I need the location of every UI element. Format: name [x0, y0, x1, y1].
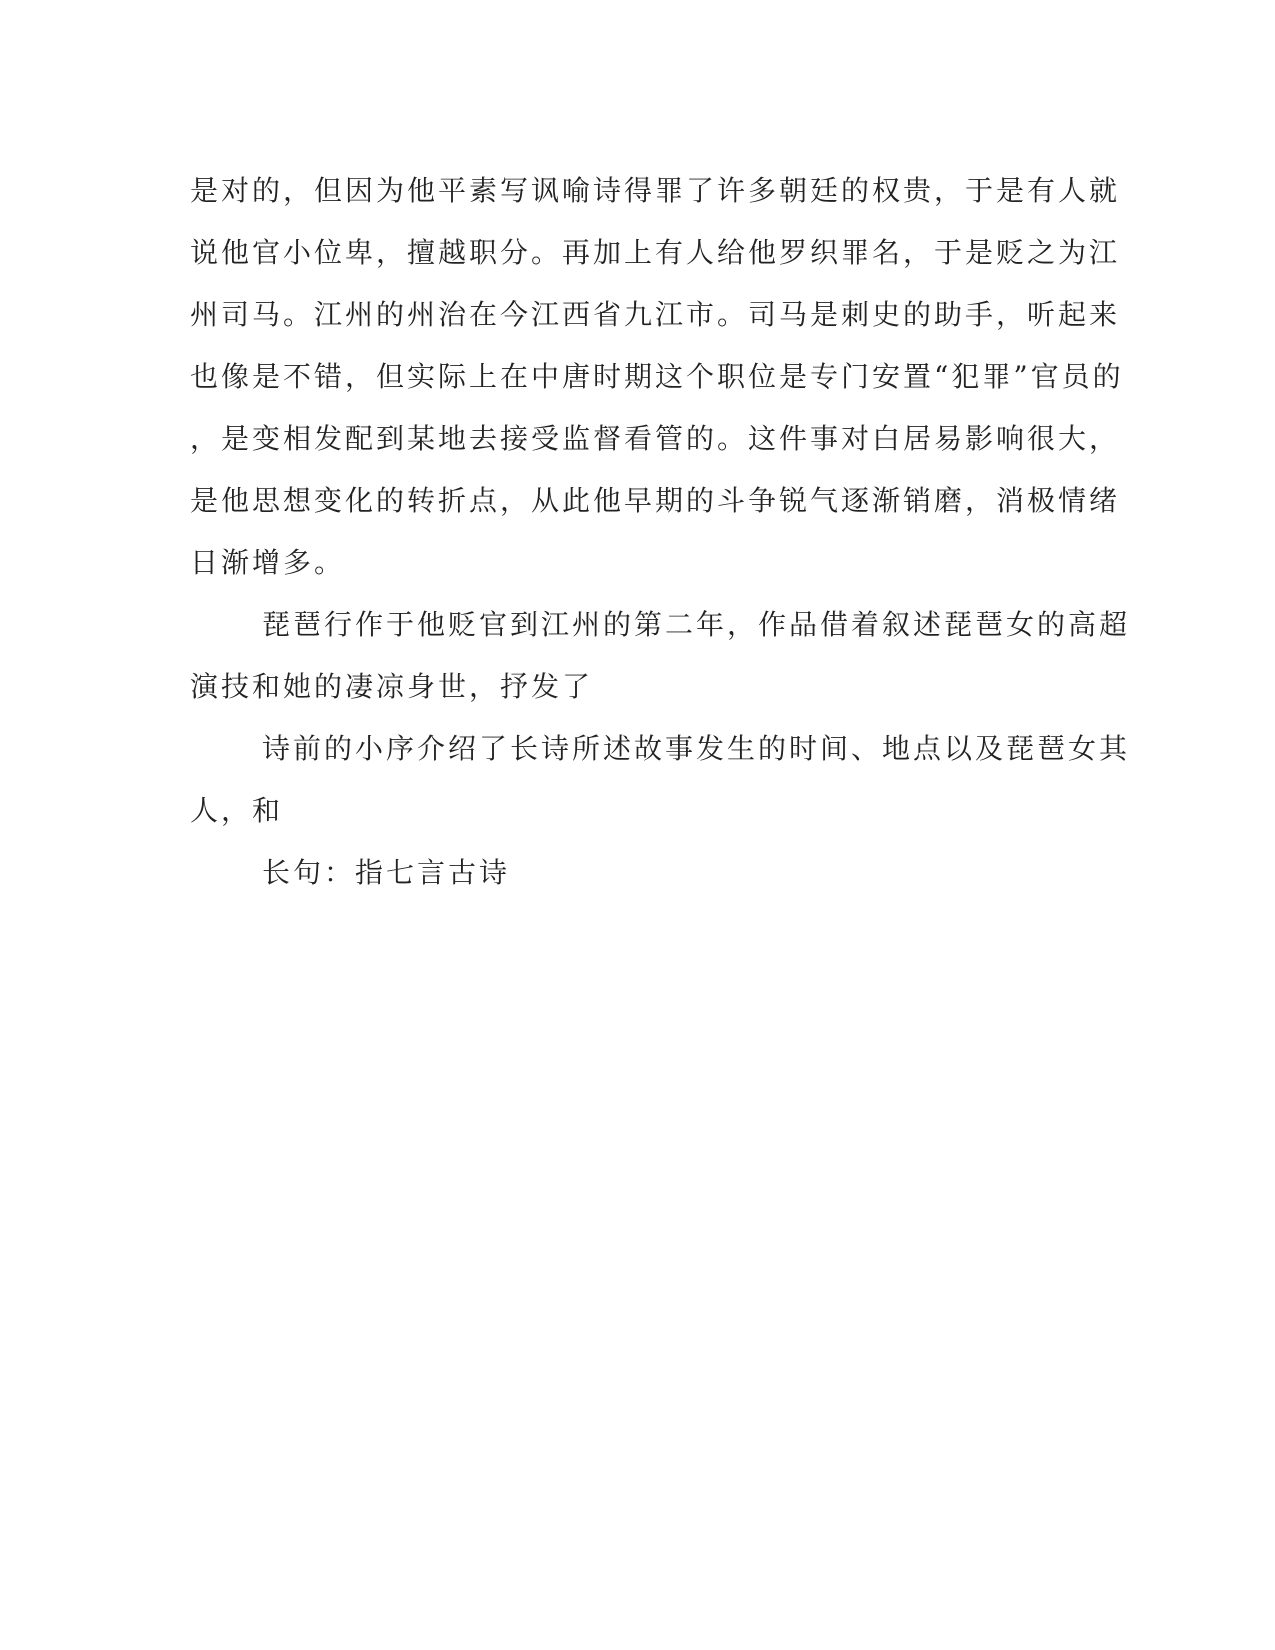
paragraph-3 — [190, 718, 1131, 842]
paragraph-line: 州司马。江州的州治在今江西省九江市。司马是刺史的助手，听起来 — [190, 298, 1121, 331]
paragraph-line: 琵琶行作于他贬官到江州的第二年，作品借着叙述琵琶女的高超 — [262, 608, 1131, 641]
paragraph-line: 长句：指七言古诗 — [262, 856, 511, 889]
paragraph-line: 是对的，但因为他平素写讽喻诗得罪了许多朝廷的权贵，于是有人就 — [190, 174, 1121, 207]
paragraph-line: 也像是不错，但实际上在中唐时期这个职位是专门安置“犯罪”官员的 — [190, 360, 1124, 393]
document-body — [190, 160, 1131, 904]
paragraph-2 — [190, 594, 1131, 718]
paragraph-line: 诗前的小序介绍了长诗所述故事发生的时间、地点以及琵琶女其 — [262, 732, 1131, 765]
paragraph-1 — [190, 160, 1124, 594]
paragraph-4 — [190, 842, 1080, 904]
paragraph-line: 人，和 — [190, 794, 284, 827]
paragraph-line: 日渐增多。 — [190, 546, 346, 579]
paragraph-line: 是他思想变化的转折点，从此他早期的斗争锐气逐渐销磨，消极情绪 — [190, 484, 1121, 517]
paragraph-line: 说他官小位卑，擅越职分。再加上有人给他罗织罪名，于是贬之为江 — [190, 236, 1121, 269]
paragraph-line: 演技和她的凄凉身世，抒发了 — [190, 670, 594, 703]
paragraph-line: ，是变相发配到某地去接受监督看管的。这件事对白居易影响很大， — [190, 422, 1121, 455]
